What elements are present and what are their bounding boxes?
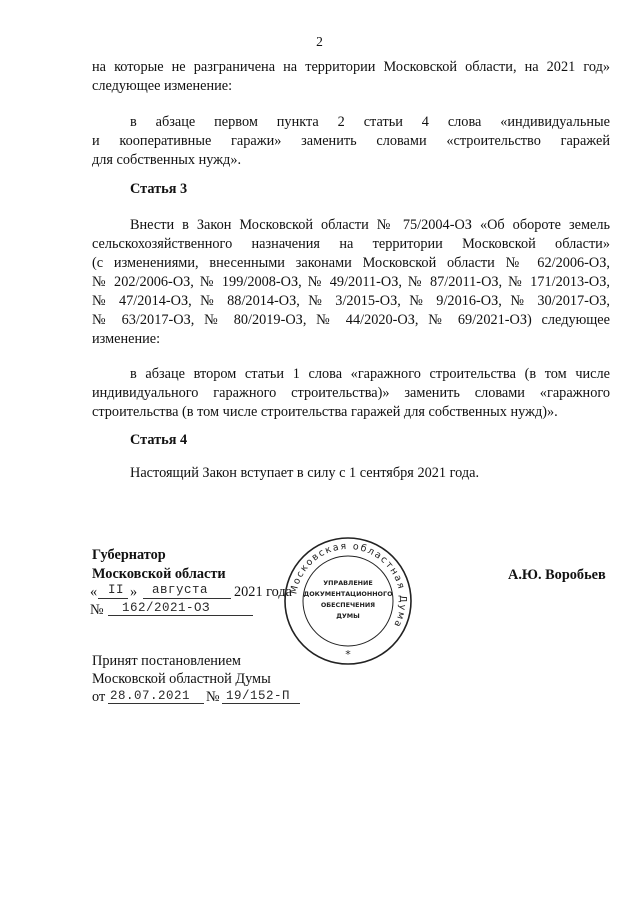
article4-text: Настоящий Закон вступает в силу с 1 сентября 2021 года. [130,465,480,481]
article3-line-1: Внести в Закон Московской области № 75/2004-ОЗ «Об обороте земель [130,217,610,233]
stamp-line-4: ДУМЫ [336,612,360,620]
signature-month: августа [152,583,209,597]
signature-year: 2021 года [234,584,293,600]
signature-number: 162/2021-ОЗ [122,601,211,615]
amend2-line-2: индивидуального гаражного строительства)» заменить словами «гаражного [92,385,610,401]
adoption-number: 19/152-П [226,689,291,703]
adoption-number-prefix: № [206,689,220,705]
adoption-number-underline [222,703,300,704]
stamp-line-2: ДОКУМЕНТАЦИОННОГО [303,590,393,598]
stamp-star: * [345,648,351,661]
article3-line-2: сельскохозяйственного назначения на территории Московской области» [92,236,610,252]
article3-line-7: изменение: [92,331,161,347]
adoption-date-underline [108,703,204,704]
article3-line-5: № 47/2014-ОЗ, № 88/2014-ОЗ, № 3/2015-ОЗ, № 9/2016-ОЗ, № 30/2017-ОЗ, [92,293,610,309]
signature-title-1: Губернатор [92,547,166,563]
article3-heading: Статья 3 [130,181,188,197]
article3-line-4: № 202/2006-ОЗ, № 199/2008-ОЗ, № 49/2011-ОЗ, № 87/2011-ОЗ, № 171/2013-ОЗ, [92,274,610,290]
article3-line-6: № 63/2017-ОЗ, № 80/2019-ОЗ, № 44/2020-ОЗ, № 69/2021-ОЗ) следующее [92,312,610,328]
amend2-line-3: строительства (в том числе строительства гаражей для собственных нужд)». [92,404,558,420]
article3-line-3: (с изменениями, внесенными законами Московской области № 62/2006-ОЗ, [92,255,610,271]
stamp-ring-text: Московская областная Дума [288,540,409,630]
intro-line-2: следующее изменение: [92,78,233,94]
date-close-quote: » [130,584,138,600]
intro-line-1: на которые не разграничена на территории Московской области, на 2021 год» [92,59,610,75]
page-number: 2 [316,34,323,49]
signature-title-2: Московской области [92,566,226,582]
stamp-line-3: ОБЕСПЕЧЕНИЯ [320,601,376,609]
number-underline [108,615,253,616]
signature-number-prefix: № [90,602,104,618]
amend1-line-3: для собственных нужд». [92,152,242,168]
date-open-quote: « [90,584,98,600]
amend1-line-2: и кооперативные гаражи» заменить словами «строительство гаражей [92,133,610,149]
adoption-from-label: от [92,689,106,705]
official-stamp [283,536,413,666]
amend2-line-1: в абзаце втором статьи 1 слова «гаражного строительства (в том числе [130,366,610,382]
adoption-line-1: Принят постановлением [92,653,241,669]
adoption-date: 28.07.2021 [110,689,191,703]
amend1-line-1: в абзаце первом пункта 2 статьи 4 слова «индивидуальные [130,114,610,130]
article4-heading: Статья 4 [130,432,188,448]
adoption-line-2: Московской областной Думы [92,671,271,687]
stamp-line-1: УПРАВЛЕНИЕ [323,579,373,587]
signatory-name: А.Ю. Воробьев [508,567,606,583]
signature-day: II [108,583,125,597]
